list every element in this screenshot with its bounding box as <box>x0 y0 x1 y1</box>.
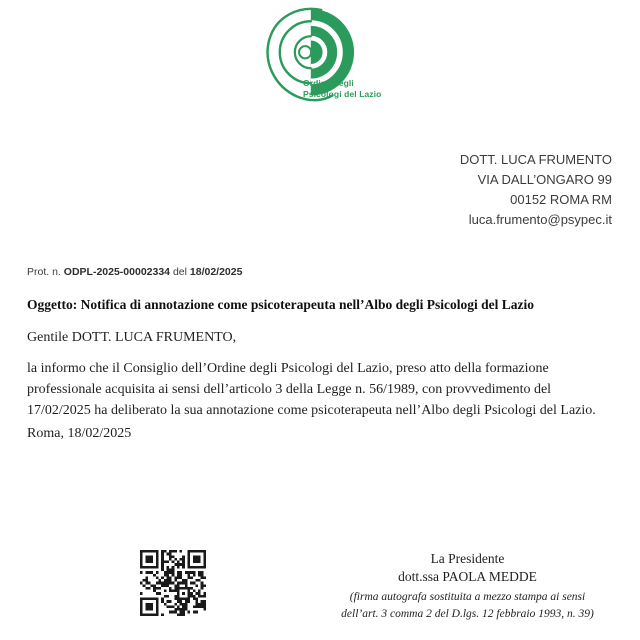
signature-note-line1: (firma autografa sostituita a mezzo stampa ai sensi <box>349 591 586 603</box>
recipient-address <box>460 150 612 230</box>
signer-name: dott.ssa PAOLA MEDDE <box>398 569 537 584</box>
recipient-street: VIA DALL’ONGARO 99 <box>477 172 612 187</box>
org-name-line1: Ordine degli <box>303 78 354 88</box>
recipient-city: 00152 ROMA RM <box>510 192 612 207</box>
signature-note-line2: dell’art. 3 comma 2 del D.lgs. 12 febbraio 1993, n. 39) <box>341 608 594 620</box>
org-name-line2: Psicologi del Lazio <box>303 89 382 99</box>
signature-note <box>330 589 605 623</box>
body-paragraph: la informo che il Consiglio dell’Ordine degli Psicologi del Lazio, preso atto della formazione professionale acquisita ai sensi dell’articolo 3 della Legge n. 56/1989, con provvedimento del 17/02/2025 ha deliberato la sua annotazione come psicoterapeuta nell’Albo degli Psicologi del Lazio. <box>27 361 596 418</box>
org-name <box>303 78 381 100</box>
signature-block <box>330 550 605 623</box>
protocol-number: ODPL-2025-00002334 <box>63 266 171 278</box>
protocol-date: 18/02/2025 <box>189 266 243 278</box>
protocol-del: del <box>172 266 187 278</box>
recipient-name: DOTT. LUCA FRUMENTO <box>459 152 612 167</box>
protocol-prefix: Prot. n. <box>27 266 61 278</box>
recipient-email: luca.frumento@psypec.it <box>468 212 612 227</box>
dateline: Roma, 18/02/2025 <box>27 426 132 441</box>
subject-line: Oggetto: Notifica di annotazione come psicoterapeuta nell’Albo degli Psicologi del Lazio <box>27 297 534 312</box>
salutation: Gentile DOTT. LUCA FRUMENTO, <box>27 330 237 345</box>
protocol-line <box>27 266 242 278</box>
signer-role: La Presidente <box>430 551 505 566</box>
qr-code <box>140 550 206 616</box>
